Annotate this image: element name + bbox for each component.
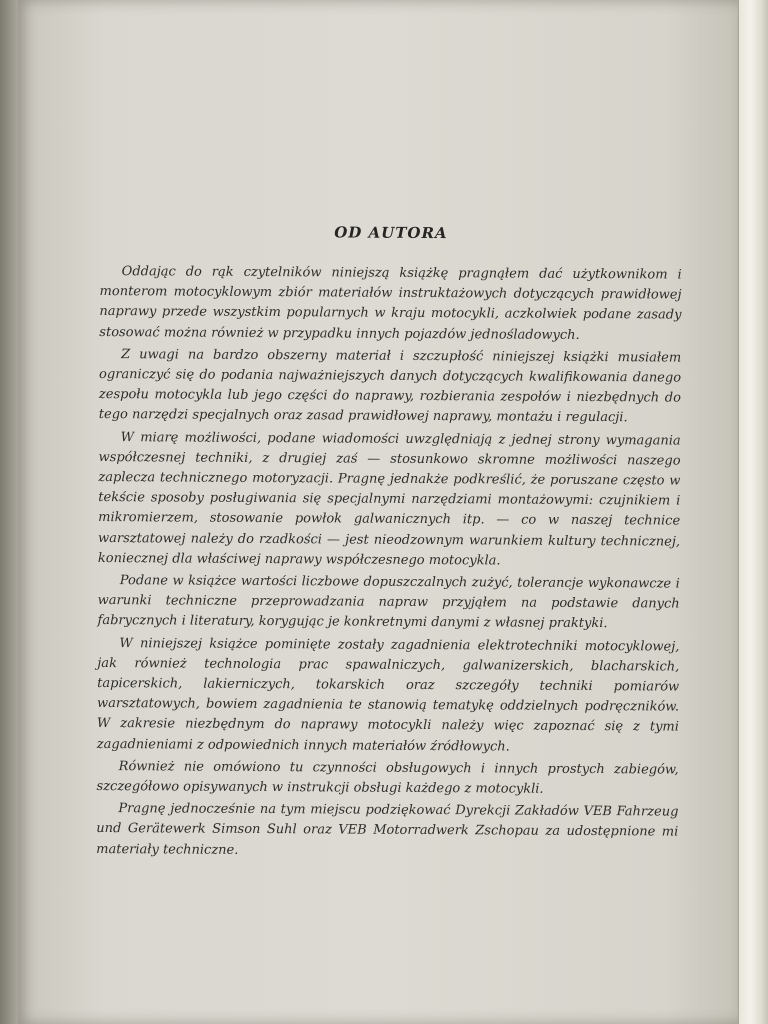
paragraph-techniques: W miarę możliwości, podane wiadomości uwzględniają z jednej strony wymagania współczesnej techniki, z drugiej zaś — stosunkowo skromne możliwości naszego zaplecza technicznego motoryzacji. Pragnę jednakże podkreślić, że poruszane często w tekście sposoby posługiwania się specjalnymi narzędziami montażowymi: czujnikiem i mikromierzem, stosowanie powłok galwanicznych itp. — co w naszej technice warsztatowej należy do rzadkości — jest nieodzownym warunkiem kultury technicznej, koniecznej dla właściwej naprawy współczesnego motocykla.: [97, 429, 681, 569]
section-heading: OD AUTORA: [334, 223, 448, 243]
paragraph-acknowledgement: Pragnę jednocześnie na tym miejscu podziękować Dyrekcji Zakładów VEB Fahrzeug und Gerätewerk Simson Suhl oraz VEB Motorradwerk Zschopau za udostępnione mi materiały techniczne.: [96, 801, 679, 858]
paragraph-omitted-topics: W niniejszej książce pominięte zostały zagadnienia elektrotechniki motocyklowej, jak również technologia prac spawalniczych, galwanizerskich, blacharskich, tapicerskich, lakierniczych, tokarskich oraz szczegóły techniki pomiarów warsztatowych, bowiem zagadnienia te stanowią tematykę oddzielnych podręczników. W zakresie niezbędnym do naprawy motocykli należy więc zapoznać się z tymi zagadnieniami z odpowiednich innych materiałów źródłowych.: [96, 635, 680, 755]
paragraph-tolerances: Podane w książce wartości liczbowe dopuszczalnych zużyć, tolerancje wykonawcze i warunki techniczne przeprowadzania napraw przyjąłem na podstawie danych fabrycznych i literatury, korygując je konkretnymi danymi z własnej praktyki.: [97, 573, 680, 632]
page-stack-edge: [738, 0, 768, 1024]
paragraph-maintenance: Również nie omówiono tu czynności obsługowych i innych prostych zabiegów, szczegółowo opisywanych w instrukcji obsługi każdego z motocykli.: [96, 758, 679, 797]
paragraph-intro: Oddając do rąk czytelników niniejszą książkę pragnąłem dać użytkownikom i monterom motocyklowym zbiór materiałów instruktażowych dotyczących prawidłowej naprawy przede wszystkim popularnych w kraju motocykli, aczkolwiek podane zasady stosować można również w przypadku innych pojazdów jednośladowych.: [99, 264, 682, 343]
paragraph-scope: Z uwagi na bardzo obszerny materiał i szczupłość niniejszej książki musiałem ograniczyć się do podania najważniejszych danych dotyczących kwalifikowania danego zespołu motocykla lub jego części do naprawy, rozbierania zespołów i niezbędnych do tego narzędzi specjalnych oraz zasad prawidłowej naprawy, montażu i regulacji.: [98, 346, 682, 426]
page-content: [96, 222, 682, 863]
